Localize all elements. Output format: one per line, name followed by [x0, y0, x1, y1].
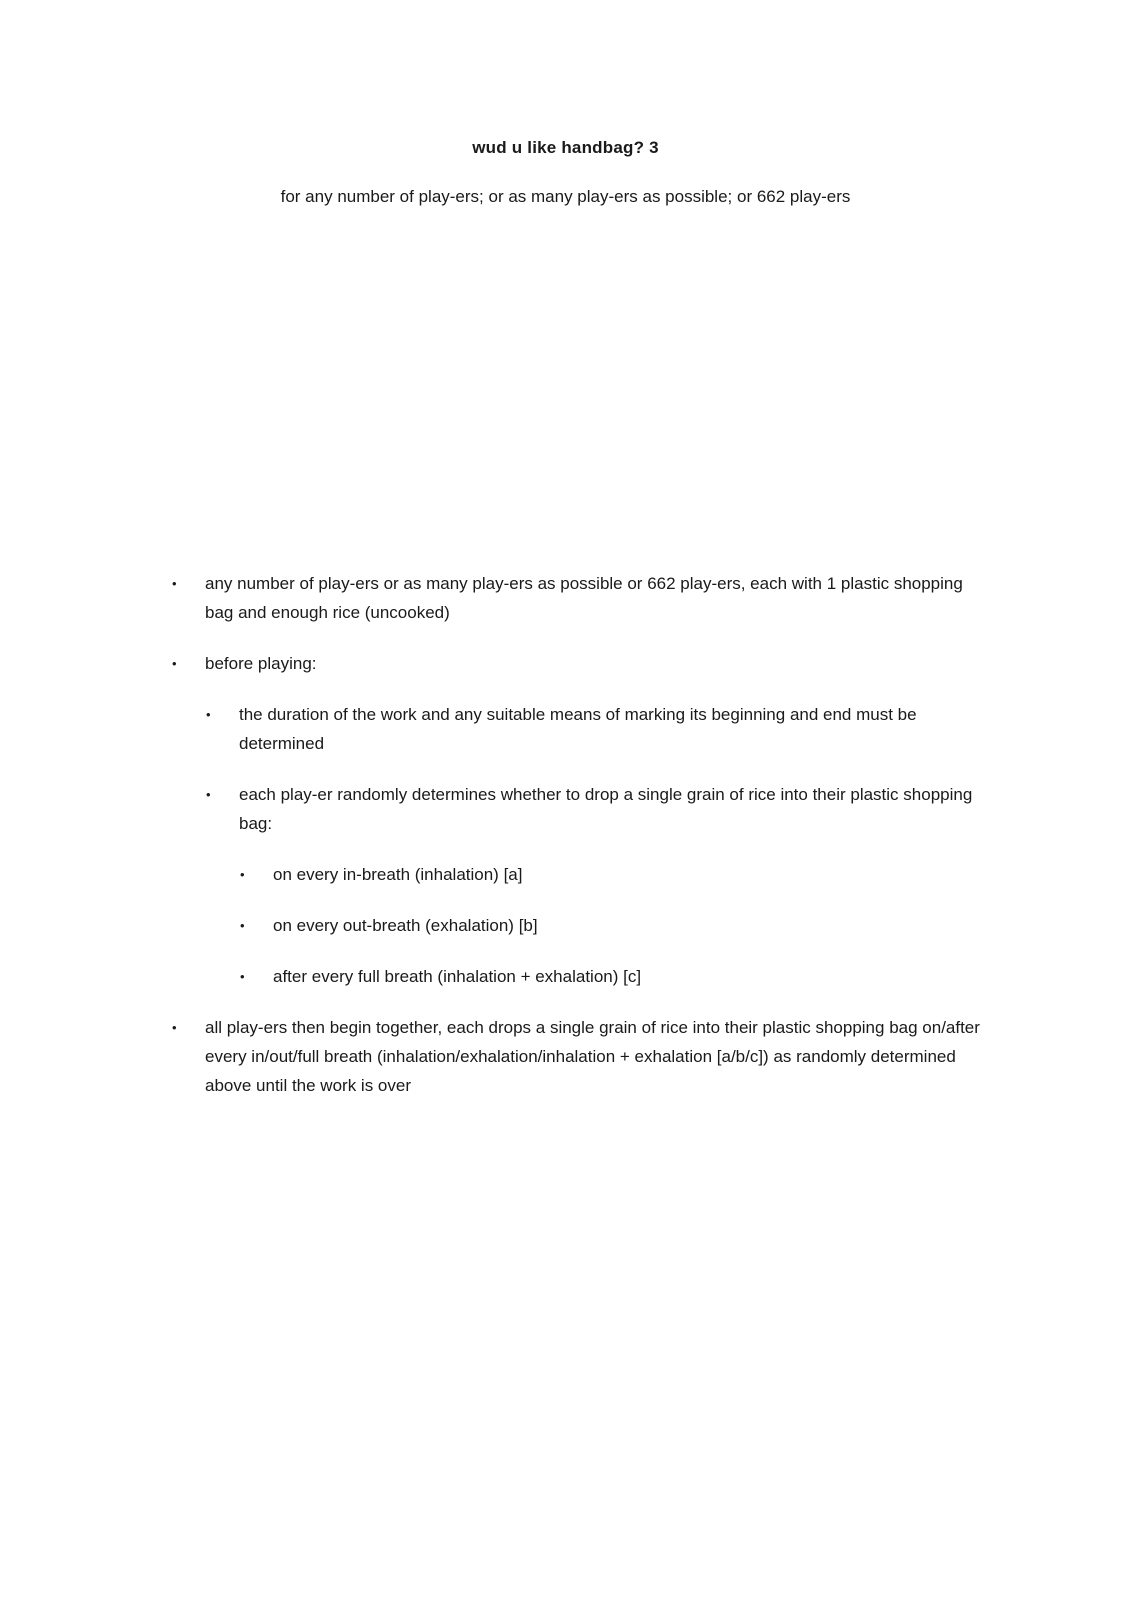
- list-item: [0, 780, 984, 838]
- list-item: [0, 649, 980, 678]
- list-item-text: any number of play-ers or as many play-ers as possible or 662 play-ers, each with 1 plastic shopping bag and enough rice (uncooked): [205, 574, 963, 622]
- bullet-icon: •: [240, 867, 245, 882]
- list-item: [0, 860, 973, 889]
- page-subtitle: for any number of play-ers; or as many play-ers as possible; or 662 play-ers: [280, 187, 851, 206]
- list-item-text: after every full breath (inhalation + exhalation) [c]: [273, 967, 642, 986]
- list-item: [0, 962, 973, 991]
- instruction-list: [0, 569, 1131, 1100]
- list-item: [0, 700, 984, 758]
- page-title: wud u like handbag? 3: [472, 138, 659, 157]
- list-item-text: the duration of the work and any suitable means of marking its beginning and end must be determined: [239, 705, 917, 753]
- bullet-icon: •: [206, 707, 211, 722]
- list-item-text: before playing:: [205, 654, 317, 673]
- list-item: [0, 569, 980, 627]
- list-item-text: each play-er randomly determines whether to drop a single grain of rice into their plastic shopping bag:: [239, 785, 973, 833]
- list-item-text: on every in-breath (inhalation) [a]: [273, 865, 523, 884]
- bullet-icon: •: [240, 918, 245, 933]
- list-item-text: on every out-breath (exhalation) [b]: [273, 916, 538, 935]
- list-item: [0, 911, 973, 940]
- list-item: [0, 1013, 980, 1100]
- list-item-text: all play-ers then begin together, each drops a single grain of rice into their plastic shopping bag on/after every in/out/full breath (inhalation/exhalation/inhalation + exhalation [a/b/c]) as randomly determined above until the work is over: [205, 1018, 980, 1095]
- bullet-icon: •: [206, 787, 211, 802]
- bullet-icon: •: [172, 576, 177, 591]
- bullet-icon: •: [240, 969, 245, 984]
- bullet-icon: •: [172, 656, 177, 671]
- bullet-icon: •: [172, 1020, 177, 1035]
